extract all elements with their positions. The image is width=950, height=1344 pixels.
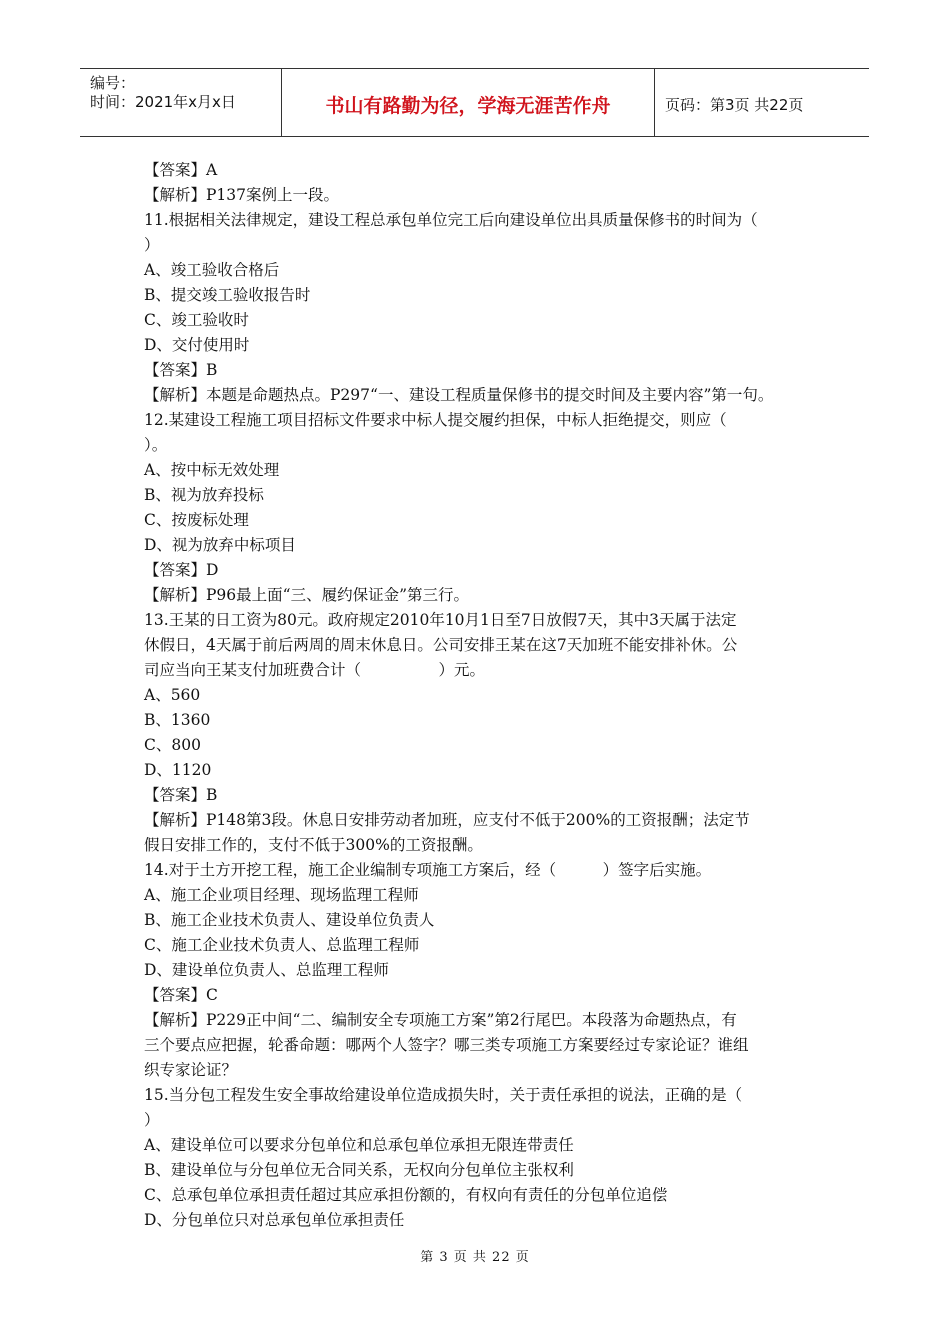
text-line: 【解析】P229正中间“二、编制安全专项施工方案”第2行尾巴。本段落为命题热点，有 (144, 1011, 737, 1029)
text-line: 15.当分包工程发生安全事故给建设单位造成损失时，关于责任承担的说法，正确的是（ (144, 1086, 743, 1104)
text-line: 【答案】D (144, 561, 219, 579)
text-line: C、竣工验收时 (144, 311, 249, 329)
page-footer: 第 3 页 共 22 页 (420, 1250, 530, 1265)
header-page-info: 页码：第3页 共22页 (665, 96, 804, 114)
text-line: A、竣工验收合格后 (144, 261, 280, 279)
page-header (80, 68, 869, 137)
text-line: C、总承包单位承担责任超过其应承担份额的，有权向有责任的分包单位追偿 (144, 1186, 668, 1204)
text-line: A、施工企业项目经理、现场监理工程师 (144, 886, 419, 904)
text-line: B、1360 (144, 711, 211, 729)
header-page-cell (655, 69, 869, 136)
text-line: B、施工企业技术负责人、建设单位负责人 (144, 911, 435, 929)
text-line: A、560 (144, 686, 201, 704)
text-line: D、交付使用时 (144, 336, 250, 354)
text-line: D、1120 (144, 761, 212, 779)
text-line: 13.王某的日工资为80元。政府规定2010年10月1日至7日放假7天，其中3天属于法定 (144, 611, 737, 629)
text-line: 【答案】A (144, 161, 218, 179)
text-line: ）。 (144, 436, 168, 454)
text-line: B、建设单位与分包单位无合同关系，无权向分包单位主张权利 (144, 1161, 574, 1179)
text-line: 【解析】P137案例上一段。 (144, 186, 340, 204)
text-line: D、视为放弃中标项目 (144, 536, 296, 554)
text-line: A、按中标无效处理 (144, 461, 280, 479)
text-line: 休假日，4天属于前后两周的周末休息日。公司安排王某在这7天加班不能安排补休。公 (144, 636, 738, 654)
header-meta-cell (80, 69, 282, 136)
text-line: ） (144, 236, 160, 254)
document-number-label: 编号： (90, 74, 136, 92)
text-line: 12.某建设工程施工项目招标文件要求中标人提交履约担保，中标人拒绝提交，则应（ (144, 411, 727, 429)
text-line: 假日安排工作的，支付不低于300%的工资报酬。 (144, 836, 483, 854)
text-line: A、建设单位可以要求分包单位和总承包单位承担无限连带责任 (144, 1136, 574, 1154)
text-line: B、视为放弃投标 (144, 486, 264, 504)
text-line: C、施工企业技术负责人、总监理工程师 (144, 936, 420, 954)
text-line: 司应当向王某支付加班费合计（ ）元。 (144, 661, 486, 679)
text-line: 14.对于土方开挖工程，施工企业编制专项施工方案后，经（ ）签字后实施。 (144, 861, 712, 879)
text-line: 【答案】B (144, 786, 218, 804)
text-line: B、提交竣工验收报告时 (144, 286, 311, 304)
text-line: 【答案】C (144, 986, 218, 1004)
document-date: 时间：2021年x月x日 (90, 93, 236, 111)
text-line: ） (144, 1111, 160, 1129)
text-line: 织专家论证？ (144, 1061, 238, 1079)
text-line: 【解析】P148第3段。休息日安排劳动者加班，应支付不低于200%的工资报酬；法定节 (144, 811, 750, 829)
text-line: C、按废标处理 (144, 511, 249, 529)
text-line: D、分包单位只对总承包单位承担责任 (144, 1211, 405, 1229)
document-body (144, 158, 814, 1233)
header-motto: 书山有路勤为径，学海无涯苦作舟 (325, 95, 611, 117)
text-line: C、800 (144, 736, 201, 754)
text-line: 【答案】B (144, 361, 218, 379)
text-line: 【解析】本题是命题热点。P297“一、建设工程质量保修书的提交时间及主要内容”第一句。 (144, 386, 774, 404)
text-line: 11.根据相关法律规定，建设工程总承包单位完工后向建设单位出具质量保修书的时间为（ (144, 211, 758, 229)
header-motto-cell (282, 69, 655, 136)
text-line: 【解析】P96最上面“三、履约保证金”第三行。 (144, 586, 470, 604)
text-line: D、建设单位负责人、总监理工程师 (144, 961, 389, 979)
text-line: 三个要点应把握，轮番命题：哪两个人签字？哪三类专项施工方案要经过专家论证？谁组 (144, 1036, 749, 1054)
